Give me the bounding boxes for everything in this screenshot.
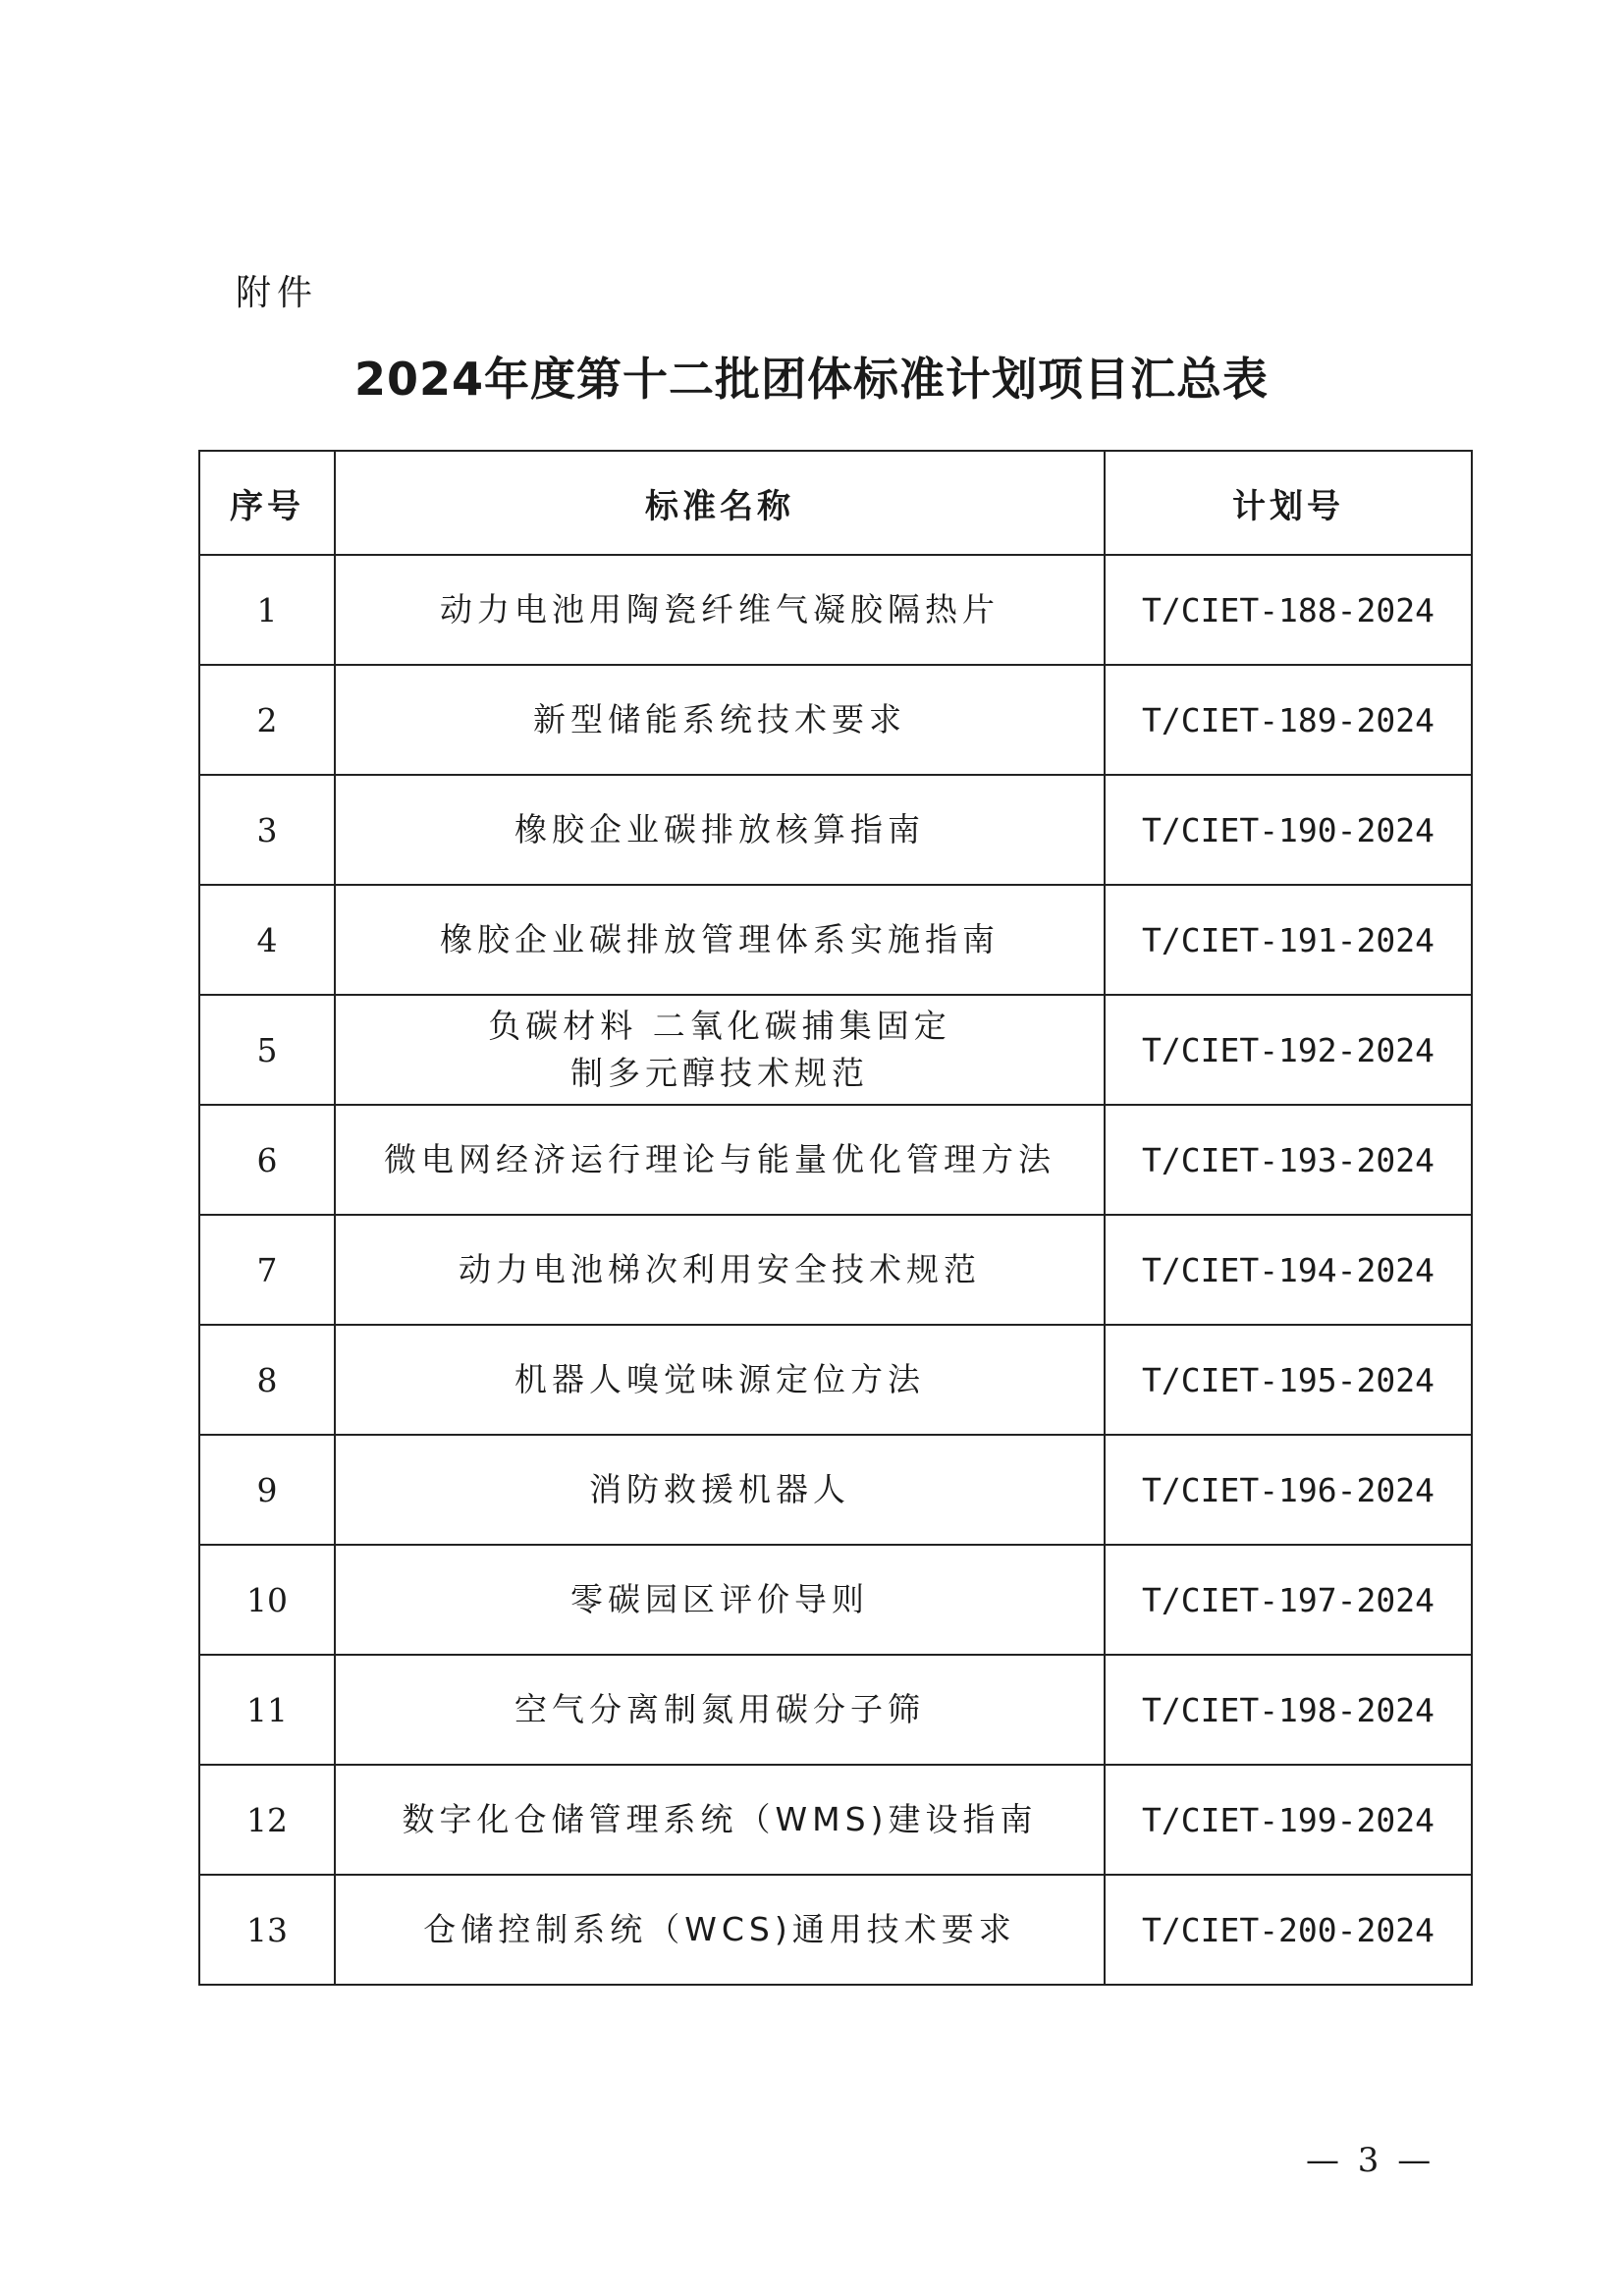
plan-code: T/CIET-194-2024 (1105, 1215, 1472, 1325)
column-header-number: 序号 (199, 451, 335, 555)
standard-name-line: 机器人嗅觉味源定位方法 (514, 1360, 925, 1398)
standard-name-line: 零碳园区评价导则 (570, 1580, 869, 1618)
standard-name-line: 制多元醇技术规范 (570, 1054, 869, 1092)
table-row (199, 1105, 1472, 1215)
row-number: 8 (199, 1325, 335, 1435)
plan-code: T/CIET-188-2024 (1105, 555, 1472, 665)
standard-name-line: 橡胶企业碳排放管理体系实施指南 (440, 920, 1000, 958)
standard-name-cell (335, 995, 1105, 1105)
standard-name-line: 消防救援机器人 (589, 1470, 850, 1508)
plan-code: T/CIET-191-2024 (1105, 885, 1472, 995)
plan-code: T/CIET-199-2024 (1105, 1765, 1472, 1875)
standard-name-line: 动力电池梯次利用安全技术规范 (459, 1250, 981, 1288)
row-number: 12 (199, 1765, 335, 1875)
standard-name-cell (335, 885, 1105, 995)
standard-name-line: 橡胶企业碳排放核算指南 (514, 810, 925, 848)
plan-code: T/CIET-197-2024 (1105, 1545, 1472, 1655)
row-number: 6 (199, 1105, 335, 1215)
row-number: 13 (199, 1875, 335, 1985)
plan-code: T/CIET-196-2024 (1105, 1435, 1472, 1545)
standard-name-cell (335, 1105, 1105, 1215)
table-header (199, 451, 1472, 555)
standard-name-cell (335, 1545, 1105, 1655)
table-body (199, 555, 1472, 1985)
table-row (199, 1545, 1472, 1655)
row-number: 11 (199, 1655, 335, 1765)
plan-code: T/CIET-200-2024 (1105, 1875, 1472, 1985)
table-row (199, 1325, 1472, 1435)
document-title: 2024年度第十二批团体标准计划项目汇总表 (353, 353, 1270, 406)
page-number: — 3 — (1306, 2141, 1435, 2180)
row-number: 3 (199, 775, 335, 885)
standard-name-cell (335, 1765, 1105, 1875)
row-number: 2 (199, 665, 335, 775)
standard-name-line: 动力电池用陶瓷纤维气凝胶隔热片 (440, 590, 1000, 629)
standard-name-line: 新型储能系统技术要求 (533, 700, 906, 738)
standard-name-line: 仓储控制系统（WCS)通用技术要求 (423, 1910, 1016, 1948)
row-number: 7 (199, 1215, 335, 1325)
table-row (199, 1435, 1472, 1545)
standard-name-line: 负碳材料 二氧化碳捕集固定 (488, 1007, 951, 1045)
standard-name-cell (335, 1325, 1105, 1435)
plan-code: T/CIET-192-2024 (1105, 995, 1472, 1105)
table-header-row (199, 451, 1472, 555)
attachment-label: 附件 (236, 273, 319, 313)
row-number: 1 (199, 555, 335, 665)
table-row (199, 1655, 1472, 1765)
table-row (199, 665, 1472, 775)
standards-plan-table (198, 450, 1473, 1986)
row-number: 5 (199, 995, 335, 1105)
standard-name-cell (335, 1215, 1105, 1325)
row-number: 10 (199, 1545, 335, 1655)
table-row (199, 775, 1472, 885)
table-row (199, 1765, 1472, 1875)
plan-code: T/CIET-195-2024 (1105, 1325, 1472, 1435)
standard-name-cell (335, 775, 1105, 885)
standard-name-line: 数字化仓储管理系统（WMS)建设指南 (402, 1800, 1038, 1838)
table-row (199, 1215, 1472, 1325)
plan-code: T/CIET-198-2024 (1105, 1655, 1472, 1765)
standard-name-cell (335, 1435, 1105, 1545)
standard-name-cell (335, 1875, 1105, 1985)
table-row (199, 885, 1472, 995)
plan-code: T/CIET-190-2024 (1105, 775, 1472, 885)
standard-name-line: 微电网经济运行理论与能量优化管理方法 (384, 1140, 1055, 1178)
column-header-plan-code: 计划号 (1105, 451, 1472, 555)
row-number: 9 (199, 1435, 335, 1545)
table-row (199, 995, 1472, 1105)
standard-name-cell (335, 1655, 1105, 1765)
column-header-standard-name: 标准名称 (335, 451, 1105, 555)
standard-name-cell (335, 665, 1105, 775)
table-row (199, 1875, 1472, 1985)
standard-name-cell (335, 555, 1105, 665)
table-row (199, 555, 1472, 665)
standard-name-line: 空气分离制氮用碳分子筛 (514, 1690, 925, 1728)
row-number: 4 (199, 885, 335, 995)
plan-code: T/CIET-193-2024 (1105, 1105, 1472, 1215)
plan-code: T/CIET-189-2024 (1105, 665, 1472, 775)
